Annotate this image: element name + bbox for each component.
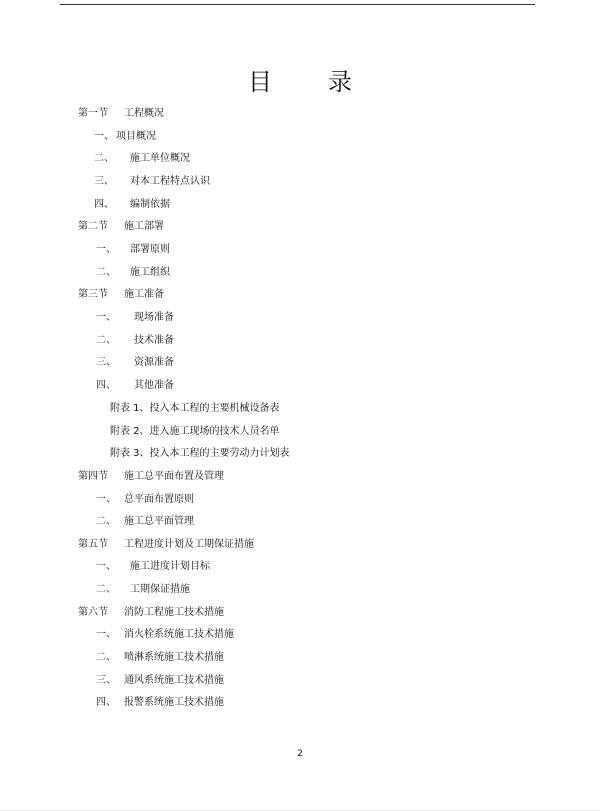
toc-entry-title: 其他准备 [134, 380, 174, 391]
toc-entry-title: 施工进度计划目标 [130, 561, 210, 572]
toc-entry [0, 197, 600, 213]
toc-entry-number: 三、 [96, 675, 116, 686]
toc-entry [0, 219, 600, 235]
toc-entry [0, 469, 600, 485]
toc-entry-title: 喷淋系统施工技术措施 [124, 652, 224, 663]
toc-entry-number: 第四节 [78, 471, 108, 482]
toc-entry-number: 三、 [96, 357, 116, 368]
toc-entry-number: 第六节 [78, 607, 108, 618]
toc-entry-title: 施工总平面布置及管理 [124, 471, 224, 482]
toc-entry-number: 四、 [96, 697, 116, 708]
toc-entry-title: 资源准备 [134, 357, 174, 368]
toc-entry-number: 三、 [94, 176, 114, 187]
toc-entry [0, 287, 600, 303]
toc-entry [0, 605, 600, 621]
toc-entry [0, 242, 600, 258]
toc-entry-number: 四、 [94, 199, 114, 210]
toc-entry-title: 施工部署 [124, 221, 164, 232]
toc-entry [0, 514, 600, 530]
toc-entry-number: 二、 [94, 153, 114, 164]
toc-entry-title: 工程概况 [124, 108, 164, 119]
toc-entry-title: 编制依据 [130, 199, 170, 210]
toc-entry [0, 492, 600, 508]
toc-entry-title: 部署原则 [130, 244, 170, 255]
toc-entry-title: 总平面布置原则 [124, 494, 194, 505]
toc-entry [0, 129, 600, 145]
toc-entry-number: 第二节 [78, 221, 108, 232]
toc-entry-title: 施工准备 [124, 289, 164, 300]
toc-entry-number: 一、 [96, 629, 116, 640]
toc-entry-title: 技术准备 [134, 335, 174, 346]
toc-entry-title: 施工单位概况 [130, 153, 190, 164]
toc-entry-number: 第五节 [78, 539, 108, 550]
toc-entry-title: 对本工程特点认识 [130, 176, 210, 187]
toc-entry [0, 106, 600, 122]
toc-entry [0, 695, 600, 711]
toc-entry-title: 施工总平面管理 [124, 516, 194, 527]
toc-entry-number: 二、 [96, 335, 116, 346]
toc-entry-number: 二、 [96, 652, 116, 663]
title-right: 录 [328, 68, 352, 96]
toc-entry-number: 一、 [96, 312, 116, 323]
toc-entry-title: 附表 1、投入本工程的主要机械设备表 [110, 403, 280, 414]
toc-entry-number: 二、 [96, 584, 116, 595]
toc-entry [0, 265, 600, 281]
toc-entry [0, 559, 600, 575]
toc-entry [0, 355, 600, 371]
toc-entry [0, 537, 600, 553]
toc-entry-number: 一、 [96, 494, 116, 505]
toc-entry-title: 工期保证措施 [130, 584, 190, 595]
toc-entry-title: 消防工程施工技术措施 [124, 607, 224, 618]
toc-entry-title: 报警系统施工技术措施 [124, 697, 224, 708]
toc-entry [0, 333, 600, 349]
toc-entry-number: 第三节 [78, 289, 108, 300]
page-number: 2 [297, 749, 303, 759]
top-rule [60, 4, 535, 5]
toc-entry [0, 401, 600, 417]
toc-entry-title: 通风系统施工技术措施 [124, 675, 224, 686]
toc-entry [0, 446, 600, 462]
toc-entry-number: 第一节 [78, 108, 108, 119]
toc-entry-number: 二、 [96, 267, 116, 278]
toc-entry [0, 310, 600, 326]
page-title [0, 62, 600, 97]
toc-entry [0, 174, 600, 190]
toc-entry [0, 378, 600, 394]
toc-entry-title: 项目概况 [116, 131, 156, 142]
toc-entry-number: 一、 [94, 131, 114, 142]
toc-entry-number: 二、 [96, 516, 116, 527]
toc-entry [0, 424, 600, 440]
toc-entry [0, 627, 600, 643]
toc-entry [0, 673, 600, 689]
toc-entry-title: 施工组织 [130, 267, 170, 278]
toc-entry-number: 一、 [96, 244, 116, 255]
toc-entry [0, 582, 600, 598]
toc-entry [0, 151, 600, 167]
toc-entry-title: 消火栓系统施工技术措施 [124, 629, 234, 640]
toc-entry-title: 现场准备 [134, 312, 174, 323]
toc-entry [0, 650, 600, 666]
toc-entry-number: 四、 [96, 380, 116, 391]
toc-entry-number: 一、 [96, 561, 116, 572]
toc-entry-title: 附表 3、投入本工程的主要劳动力计划表 [110, 448, 290, 459]
toc-entry-title: 工程进度计划及工期保证措施 [124, 539, 254, 550]
title-left: 目 [248, 68, 272, 96]
toc-entry-title: 附表 2、进入施工现场的技术人员名单 [110, 426, 280, 437]
